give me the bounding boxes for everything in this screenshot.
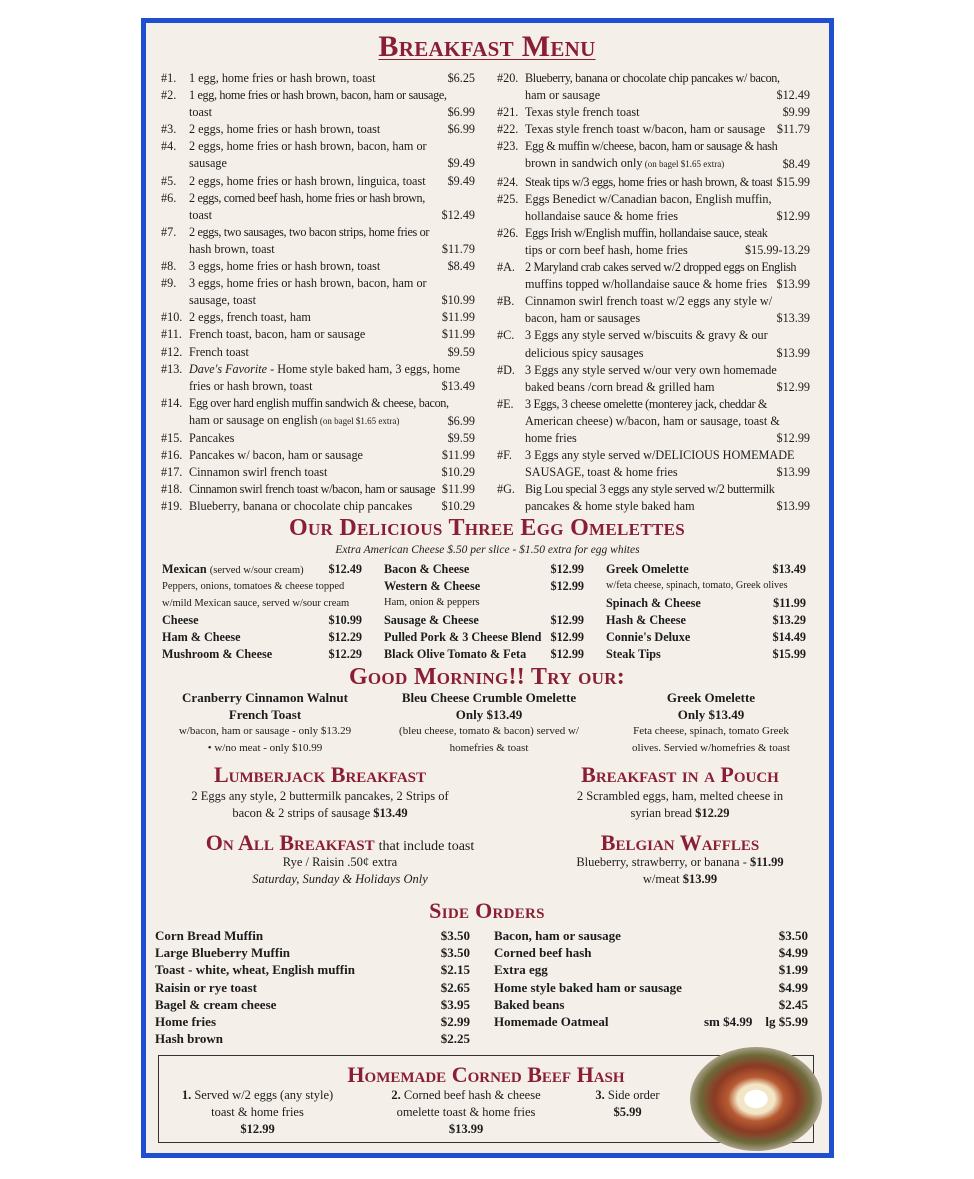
side-item: Large Blueberry Muffin $3.50: [155, 945, 470, 961]
menu-item: [161, 173, 475, 190]
menu-item: [161, 498, 475, 515]
item-description: 2 eggs, home fries or hash brown, toast: [189, 122, 381, 137]
item-number: #21.: [497, 105, 519, 120]
menu-item: [497, 327, 810, 361]
omelette-item: Connie's Deluxe $14.49: [606, 629, 806, 644]
item-price: $9.59: [444, 430, 475, 447]
item-number: #6.: [161, 190, 177, 205]
special-cranberry: Cranberry Cinnamon Walnut French Toast w/bacon, ham or sausage - only $13.29 • w/no meat - only $10.99: [178, 690, 352, 754]
omelette-item: Steak Tips $15.99: [606, 646, 806, 661]
item-number: #A.: [497, 260, 515, 275]
item-description: 3 Eggs, 3 cheese omelette (monterey jack, cheddar & American cheese) w/bacon, ham or sausage, toast & home fries: [525, 396, 780, 445]
item-price: $8.49: [444, 258, 475, 275]
hash-option-1: 1. Served w/2 eggs (any style) toast & home fries $12.99: [181, 1088, 334, 1136]
item-price: $12.99: [772, 208, 810, 225]
item-number: #22.: [497, 122, 519, 137]
menu-item: [161, 138, 475, 172]
item-description: Cinnamon swirl french toast w/bacon, ham or sausage: [189, 482, 436, 497]
item-price: $11.79: [773, 121, 810, 138]
item-number: #4.: [161, 139, 177, 154]
item-description: Eggs Irish w/English muffin, hollandaise sauce, steak tips or corn beef hash, home fries: [525, 225, 768, 257]
item-price: $12.49: [772, 87, 810, 104]
on-all-breakfast-title: On All Breakfast that include toast: [205, 830, 475, 855]
omelette-col-2: Bacon & Cheese $12.99 Western & Cheese $12.99 Ham, onion & peppers Sausage & Cheese $12.99 Pulled Pork & 3 Cheese Blend $12.99 Black Olive Tomato & Feta $12.99: [384, 562, 584, 661]
item-description: Cinnamon swirl french toast: [189, 465, 328, 480]
item-price: $12.99: [772, 379, 810, 396]
menu-item: [161, 70, 475, 87]
item-description: Blueberry, banana or chocolate chip pancakes: [189, 499, 413, 514]
omelette-item: Ham & Cheese $12.29: [162, 630, 362, 644]
item-number: #26.: [497, 225, 519, 240]
item-price: $10.99: [437, 292, 475, 309]
item-description: 1 egg, home fries or hash brown, toast: [189, 71, 376, 85]
menu-item: [497, 191, 810, 225]
item-number: #25.: [497, 191, 519, 206]
item-description: 2 eggs, french toast, ham: [189, 310, 311, 325]
item-number: #23.: [497, 139, 519, 154]
item-number: #7.: [161, 224, 177, 239]
item-number: #13.: [161, 361, 183, 376]
menu-item: [497, 447, 810, 481]
item-description: Egg over hard english muffin sandwich & cheese, bacon, ham or sausage on english (on bagel $1.65 extra): [189, 395, 449, 427]
omelette-item: Cheese $10.99: [162, 613, 362, 627]
item-price: $6.99: [444, 104, 475, 121]
omelette-item: Pulled Pork & 3 Cheese Blend $12.99: [384, 629, 584, 644]
item-description: Eggs Benedict w/Canadian bacon, English muffin, hollandaise sauce & home fries: [525, 191, 772, 223]
menu-item: [497, 481, 810, 515]
item-description: 3 Eggs any style served w/our very own homemade baked beans /corn bread & grilled ham: [525, 362, 777, 394]
item-description: 3 eggs, home fries or hash brown, toast: [189, 259, 381, 274]
side-item: Hash brown $2.25: [155, 1031, 470, 1047]
menu-item: [161, 447, 475, 464]
menu-item: [497, 121, 810, 138]
special-greek-omelette: Greek Omelette Only $13.49 Feta cheese, spinach, tomato Greek olives. Servied w/homefries & toast: [632, 690, 790, 754]
item-price: $9.59: [444, 344, 475, 361]
item-description: 2 eggs, corned beef hash, home fries or hash brown, toast: [189, 190, 425, 222]
menu-item: [161, 275, 475, 309]
menu-title: Breakfast Menu: [378, 30, 596, 63]
item-number: #10.: [161, 310, 183, 325]
menu-item: [161, 190, 475, 224]
item-price: $6.25: [444, 70, 475, 87]
item-price: $13.99: [772, 464, 810, 481]
item-description: 1 egg, home fries or hash brown, bacon, ham or sausage, toast: [189, 88, 447, 120]
item-price: $11.99: [438, 447, 475, 464]
menu-item: [497, 293, 810, 327]
pouch-title: Breakfast in a Pouch: [581, 762, 779, 787]
item-description: Pancakes: [189, 430, 235, 445]
omelettes-subtitle: Extra American Cheese $.50 per slice - $1.50 extra for egg whites: [335, 544, 640, 556]
side-item: Home style baked ham or sausage $4.99: [494, 979, 808, 995]
side-item: Home fries $2.99: [155, 1014, 470, 1030]
menu-item: [161, 309, 475, 326]
on-all-breakfast-desc: Rye / Raisin .50¢ extra Saturday, Sunday & Holidays Only: [252, 855, 428, 886]
menu-item: [161, 430, 475, 447]
item-description: Texas style french toast: [525, 105, 640, 120]
item-price: $11.99: [438, 481, 475, 498]
item-price: $13.39: [772, 310, 810, 327]
item-price: $15.99: [772, 174, 810, 191]
special-bleu-cheese: Bleu Cheese Crumble Omelette Only $13.49 (bleu cheese, tomato & bacon) served w/ homefries & toast: [399, 690, 579, 754]
menu-item: [161, 395, 475, 430]
side-item: Raisin or rye toast $2.65: [155, 979, 470, 995]
menu-item: [161, 481, 475, 498]
item-price: $12.99: [772, 430, 810, 447]
item-number: #E.: [497, 396, 514, 411]
pouch-desc: 2 Scrambled eggs, ham, melted cheese in syrian bread $12.29: [576, 789, 784, 820]
side-orders-left: [155, 927, 470, 1047]
item-price: $15.99-13.29: [741, 242, 810, 259]
item-description: 2 eggs, two sausages, two bacon strips, home fries or hash brown, toast: [189, 224, 430, 256]
item-price: $11.99: [438, 309, 475, 326]
item-description: 3 eggs, home fries or hash brown, bacon, ham or sausage, toast: [189, 276, 427, 308]
item-description: Big Lou special 3 eggs any style served w/2 buttermilk pancakes & home style baked ham: [525, 482, 775, 514]
menu-item: [161, 361, 475, 395]
item-number: #19.: [161, 499, 183, 514]
item-price: $9.49: [444, 173, 475, 190]
omelettes-title: Our Delicious Three Egg Omelettes: [288, 515, 685, 541]
menu-item: [497, 104, 810, 121]
corned-beef-hash-photo: [690, 1047, 822, 1151]
omelette-item: Spinach & Cheese $11.99: [606, 595, 806, 610]
item-number: #8.: [161, 259, 177, 274]
item-price: $9.49: [444, 155, 475, 172]
item-description: Blueberry, banana or chocolate chip pancakes w/ bacon, ham or sausage: [525, 71, 780, 103]
item-description: Egg & muffin w/cheese, bacon, ham or sausage & hash brown in sandwich only (on bagel $1.65 extra): [525, 139, 778, 171]
side-item: Toast - white, wheat, English muffin $2.15: [155, 962, 470, 978]
item-description: 2 Maryland crab cakes served w/2 dropped eggs on English muffins topped w/hollandaise sauce & home fries: [525, 260, 797, 292]
menu-item: [497, 396, 810, 447]
menu-item: [497, 70, 810, 104]
item-price: $13.99: [772, 345, 810, 362]
menu-item: [161, 344, 475, 361]
item-description: 3 Eggs any style served w/DELICIOUS HOMEMADE SAUSAGE, toast & home fries: [525, 448, 795, 480]
item-number: #G.: [497, 482, 515, 497]
omelette-item: Sausage & Cheese $12.99: [384, 612, 584, 627]
side-item: Extra egg $1.99: [494, 962, 808, 978]
side-orders-title: Side Orders: [429, 898, 545, 923]
item-number: #F.: [497, 448, 512, 463]
side-item: Bacon, ham or sausage $3.50: [494, 928, 808, 943]
item-number: #18.: [161, 482, 183, 497]
side-item: Corned beef hash $4.99: [494, 945, 808, 961]
item-price: $6.99: [444, 121, 475, 138]
waffles-title: Belgian Waffles: [600, 830, 760, 855]
omelette-item: Mushroom & Cheese $12.29: [162, 647, 362, 661]
menu-item: [497, 225, 810, 259]
item-description: Dave's Favorite - Home style baked ham, 3 eggs, home fries or hash brown, toast: [189, 361, 461, 393]
item-description: French toast: [189, 344, 249, 359]
item-number: #B.: [497, 294, 515, 309]
lumberjack-desc: 2 Eggs any style, 2 buttermilk pancakes, 2 Strips of bacon & 2 strips of sausage $13.49: [191, 789, 449, 820]
item-price: $13.49: [437, 378, 475, 395]
lumberjack-title: Lumberjack Breakfast: [213, 762, 427, 787]
breakfast-items-left: [161, 70, 475, 515]
hash-option-2: 2. Corned beef hash & cheese omelette toast & home fries $13.99: [391, 1088, 541, 1136]
menu-item: [161, 258, 475, 275]
item-price: $10.29: [437, 464, 475, 481]
side-orders-right: [494, 927, 808, 1030]
menu-item: [497, 362, 810, 396]
item-number: #D.: [497, 362, 515, 377]
item-price: $10.29: [437, 498, 475, 515]
good-morning-title: Good Morning!! Try our:: [348, 664, 626, 690]
item-description: Texas style french toast w/bacon, ham or sausage: [525, 122, 766, 137]
item-number: #16.: [161, 448, 183, 463]
item-price: $13.99: [772, 276, 810, 293]
item-price: $11.79: [438, 241, 475, 258]
item-price: $6.99: [444, 413, 475, 430]
item-number: #12.: [161, 344, 183, 359]
item-price: $12.49: [437, 207, 475, 224]
item-description: 3 Eggs any style served w/biscuits & gravy & our delicious spicy sausages: [525, 328, 768, 360]
waffles-desc: Blueberry, strawberry, or banana - $11.99 w/meat $13.99: [576, 855, 784, 886]
menu-item: [497, 138, 810, 173]
omelette-col-1: Mexican (served w/sour cream) $12.49 Peppers, onions, tomatoes & cheese topped w/mild Mexican sauce, served w/sour cream Cheese $10.99 Ham & Cheese $12.29 Mushroom & Cheese $12.29: [162, 562, 362, 661]
item-number: #24.: [497, 174, 519, 189]
item-description: French toast, bacon, ham or sausage: [189, 327, 366, 342]
hash-title: Homemade Corned Beef Hash: [347, 1062, 625, 1087]
item-number: #11.: [161, 327, 182, 342]
item-number: #9.: [161, 276, 177, 291]
side-item-oatmeal: Homemade Oatmeal sm $4.99 lg $5.99: [494, 1014, 808, 1030]
menu-item: [161, 87, 475, 121]
menu-item: [497, 259, 810, 293]
item-number: #15.: [161, 430, 183, 445]
side-item: Baked beans $2.45: [494, 996, 808, 1012]
omelette-item: Black Olive Tomato & Feta $12.99: [384, 646, 584, 661]
menu-item: [161, 224, 475, 258]
hash-option-3: 3. Side order $5.99: [595, 1088, 660, 1119]
item-number: #2.: [161, 88, 177, 103]
item-number: #20.: [497, 71, 519, 85]
menu-item: [161, 326, 475, 343]
item-price: $9.99: [779, 104, 810, 121]
item-number: #3.: [161, 122, 177, 137]
item-description: Cinnamon swirl french toast w/2 eggs any style w/ bacon, ham or sausages: [525, 294, 773, 326]
menu-item: [161, 464, 475, 481]
item-number: #14.: [161, 395, 183, 410]
item-number: #5.: [161, 173, 177, 188]
item-description: 2 eggs, home fries or hash brown, linguica, toast: [189, 173, 426, 188]
item-description: 2 eggs, home fries or hash brown, bacon, ham or sausage: [189, 139, 427, 171]
item-description: Steak tips w/3 eggs, home fries or hash brown, & toast: [525, 174, 773, 189]
omelette-col-3: Greek Omelette $13.49 w/feta cheese, spinach, tomato, Greek olives Spinach & Cheese $11.99 Hash & Cheese $13.29 Connie's Deluxe $14.49 Steak Tips $15.99: [606, 562, 806, 661]
menu-item: [497, 174, 810, 191]
breakfast-items-right: [497, 70, 810, 515]
item-price: $13.99: [772, 498, 810, 515]
side-item: Bagel & cream cheese $3.95: [155, 996, 470, 1012]
item-number: #17.: [161, 465, 183, 480]
side-item: Corn Bread Muffin $3.50: [155, 928, 470, 943]
item-price: $11.99: [438, 326, 475, 343]
item-price: $8.49: [779, 156, 810, 173]
item-description: Pancakes w/ bacon, ham or sausage: [189, 448, 363, 463]
menu-item: [161, 121, 475, 138]
item-number: #1.: [161, 71, 177, 85]
item-number: #C.: [497, 328, 515, 343]
omelette-item: Hash & Cheese $13.29: [606, 612, 806, 627]
